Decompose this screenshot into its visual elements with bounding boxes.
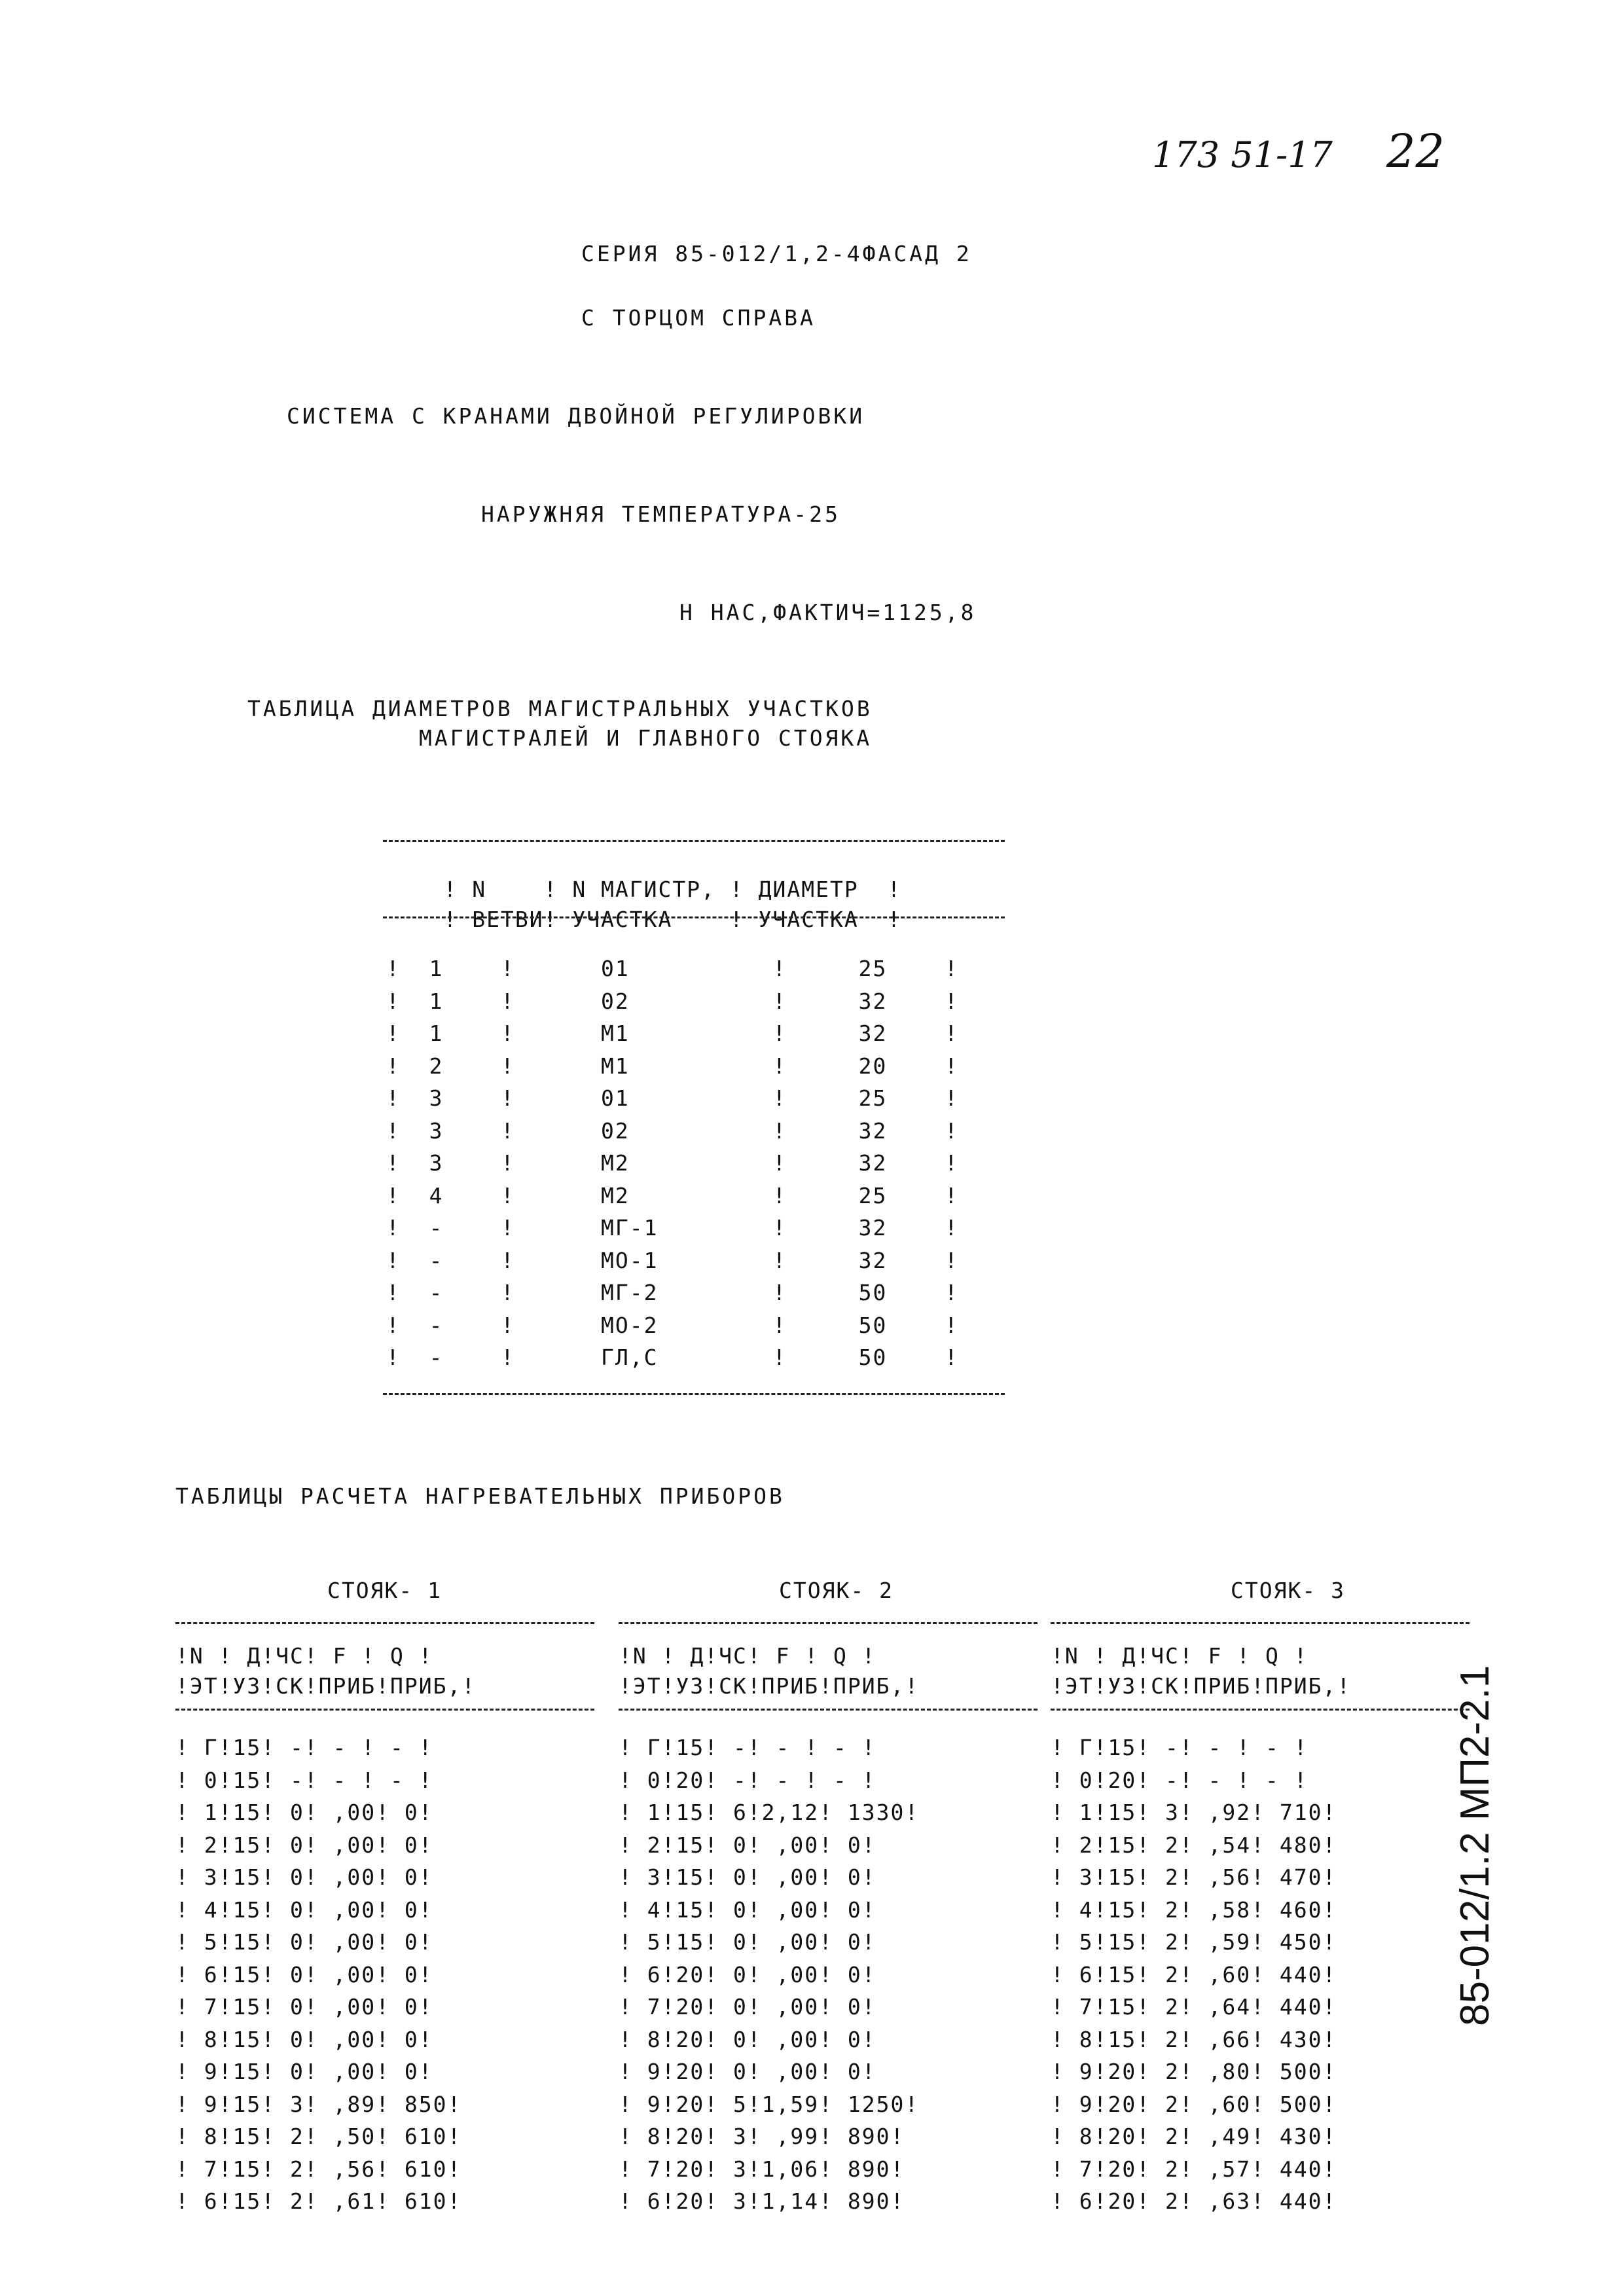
riser-table-row: ! 7!20! 2! ,57! 440!: [1051, 2156, 1337, 2182]
diameter-table-row: ! 1 ! 02 ! 32 !: [386, 988, 959, 1014]
diameter-cell: 20: [858, 1053, 888, 1079]
diameter-table-row: ! - ! МО-2 ! 50 !: [386, 1312, 959, 1338]
riser-table-row: ! 8!20! 0! ,00! 0!: [619, 2026, 876, 2052]
diameter-cell: 32: [858, 1247, 888, 1273]
diameter-table-row: ! 4 ! М2 ! 25 !: [386, 1182, 959, 1208]
diameter-table-row: ! 3 ! 01 ! 25 !: [386, 1085, 959, 1111]
col-diameter-header: ДИАМЕТР: [758, 877, 859, 902]
riser-table-row: ! 2!15! 2! ,54! 480!: [1051, 1832, 1337, 1858]
riser-table-row: ! 7!15! 2! ,64! 440!: [1051, 1994, 1337, 2020]
riser-table-row: ! 9!20! 2! ,80! 500!: [1051, 2059, 1337, 2084]
section-cell: МГ-1: [601, 1215, 687, 1241]
diameter-cell: 32: [858, 988, 888, 1014]
riser-title: СТОЯК- 3: [1231, 1578, 1345, 1603]
riser-table-row: ! 3!15! 2! ,56! 470!: [1051, 1864, 1337, 1890]
diameter-table-row: ! - ! МГ-1 ! 32 !: [386, 1215, 959, 1241]
riser-table-row: ! 2!15! 0! ,00! 0!: [619, 1832, 876, 1858]
riser-table-row: ! 6!15! 2! ,61! 610!: [175, 2188, 462, 2214]
riser-table-row: ! 2!15! 0! ,00! 0!: [175, 1832, 433, 1858]
riser-header-row-1: !N ! Д!ЧС! F ! Q !: [175, 1643, 433, 1669]
riser-table-row: ! 7!15! 2! ,56! 610!: [175, 2156, 462, 2182]
riser-table-row: ! 0!20! -! - ! - !: [619, 1767, 876, 1793]
outdoor-temperature: НАРУЖНЯЯ ТЕМПЕРАТУРА-25: [481, 501, 840, 527]
branch-cell: 1: [429, 1021, 501, 1046]
diameter-table-subtitle: МАГИСТРАЛЕЙ И ГЛАВНОГО СТОЯКА: [419, 725, 873, 751]
branch-cell: 1: [429, 988, 501, 1014]
riser-table-row: ! Г!15! -! - ! - !: [619, 1735, 876, 1760]
branch-cell: 4: [429, 1182, 501, 1208]
section-cell: М2: [601, 1150, 687, 1176]
diameter-table-row: ! 2 ! М1 ! 20 !: [386, 1053, 959, 1079]
section-cell: МО-1: [601, 1247, 687, 1273]
diameter-cell: 25: [858, 956, 888, 981]
riser-header-row-1: !N ! Д!ЧС! F ! Q !: [1051, 1643, 1308, 1669]
col-section-header-2: УЧАСТКА: [572, 907, 673, 932]
branch-cell: -: [429, 1247, 501, 1273]
branch-cell: 3: [429, 1117, 501, 1144]
riser-table-row: ! 7!20! 3!1,06! 890!: [619, 2156, 905, 2182]
calc-tables-title: ТАБЛИЦЫ РАСЧЕТА НАГРЕВАТЕЛЬНЫХ ПРИБОРОВ: [175, 1483, 785, 1509]
riser-table-row: ! 8!15! 0! ,00! 0!: [175, 2026, 433, 2052]
section-cell: 02: [601, 1117, 687, 1144]
riser-table-row: ! 4!15! 2! ,58! 460!: [1051, 1896, 1337, 1923]
riser-header-row-1: !N ! Д!ЧС! F ! Q !: [619, 1643, 876, 1669]
riser-table-row: ! 6!20! 2! ,63! 440!: [1051, 2188, 1337, 2214]
riser-table-row: ! 0!15! -! - ! - !: [175, 1767, 433, 1793]
subtitle: С ТОРЦОМ СПРАВА: [581, 305, 816, 331]
document-number: 173 51-17: [1152, 134, 1333, 175]
riser-table-row: ! 6!15! 2! ,60! 440!: [1051, 1961, 1337, 1987]
riser-table-row: ! 0!20! -! - ! - !: [1051, 1767, 1308, 1793]
riser-table-row: ! 6!20! 0! ,00! 0!: [619, 1961, 876, 1987]
h-actual: Н НАС,ФАКТИЧ=1125,8: [679, 600, 977, 625]
riser-table-row: ! 8!15! 2! ,66! 430!: [1051, 2026, 1337, 2052]
branch-cell: -: [429, 1345, 501, 1370]
riser-table-row: ! 3!15! 0! ,00! 0!: [619, 1864, 876, 1890]
riser-table-row: ! 9!20! 0! ,00! 0!: [619, 2059, 876, 2084]
section-cell: М1: [601, 1053, 687, 1079]
riser-table-row: ! Г!15! -! - ! - !: [1051, 1735, 1308, 1760]
riser-header-row-2: !ЭТ!УЗ!СК!ПРИБ!ПРИБ,!: [1051, 1673, 1352, 1699]
diameter-cell: 32: [858, 1117, 888, 1144]
branch-cell: 1: [429, 956, 501, 981]
side-stamp: 85-012/1.2 МП2-2.1: [1453, 1665, 1498, 2026]
page-number: 22: [1386, 124, 1445, 178]
system-title: СИСТЕМА С КРАНАМИ ДВОЙНОЙ РЕГУЛИРОВКИ: [287, 403, 865, 429]
riser-table-row: ! 9!15! 0! ,00! 0!: [175, 2059, 433, 2084]
riser-table-row: ! 7!15! 0! ,00! 0!: [175, 1994, 433, 2020]
riser-table-row: ! 7!20! 0! ,00! 0!: [619, 1994, 876, 2020]
riser-table-row: ! 6!15! 0! ,00! 0!: [175, 1961, 433, 1987]
riser-title: СТОЯК- 2: [779, 1578, 893, 1603]
riser-table-row: ! 5!15! 0! ,00! 0!: [175, 1929, 433, 1955]
col-diameter-header-2: УЧАСТКА: [758, 907, 859, 932]
diameter-cell: 32: [858, 1021, 888, 1046]
col-branch-header-2: ВЕТВИ: [472, 907, 544, 932]
section-cell: МО-2: [601, 1312, 687, 1338]
riser-table-row: ! 4!15! 0! ,00! 0!: [175, 1896, 433, 1923]
diameter-cell: 25: [858, 1182, 888, 1208]
section-cell: МГ-2: [601, 1280, 687, 1305]
diameter-cell: 32: [858, 1215, 888, 1241]
riser-table-row: ! 8!20! 3! ,99! 890!: [619, 2124, 905, 2149]
section-cell: ГЛ,С: [601, 1345, 687, 1370]
diam-header-row-2: ! ВЕТВИ! УЧАСТКА ! УЧАСТКА !: [443, 907, 902, 932]
riser-table-row: ! 1!15! 0! ,00! 0!: [175, 1800, 433, 1825]
diameter-cell: 50: [858, 1312, 888, 1338]
diameter-table-row: ! 3 ! М2 ! 32 !: [386, 1150, 959, 1176]
diameter-cell: 50: [858, 1345, 888, 1370]
diameter-table-row: ! - ! МО-1 ! 32 !: [386, 1247, 959, 1273]
riser-header-row-2: !ЭТ!УЗ!СК!ПРИБ!ПРИБ,!: [619, 1673, 920, 1699]
riser-header-row-2: !ЭТ!УЗ!СК!ПРИБ!ПРИБ,!: [175, 1673, 477, 1699]
diam-header-row-1: ! N ! N МАГИСТР, ! ДИАМЕТР !: [443, 877, 902, 902]
riser-table-row: ! Г!15! -! - ! - !: [175, 1735, 433, 1760]
diameter-table-row: ! - ! МГ-2 ! 50 !: [386, 1280, 959, 1305]
riser-table-row: ! 5!15! 0! ,00! 0!: [619, 1929, 876, 1955]
riser-table-row: ! 5!15! 2! ,59! 450!: [1051, 1929, 1337, 1955]
diameter-cell: 32: [858, 1150, 888, 1176]
col-branch-header: N: [472, 877, 487, 902]
riser-table-row: ! 9!20! 5!1,59! 1250!: [619, 2091, 920, 2117]
riser-table-row: ! 8!15! 2! ,50! 610!: [175, 2124, 462, 2149]
diameter-table-row: ! 3 ! 02 ! 32 !: [386, 1117, 959, 1144]
branch-cell: 3: [429, 1085, 501, 1111]
riser-table-row: ! 9!20! 2! ,60! 500!: [1051, 2091, 1337, 2117]
riser-table-row: ! 8!20! 2! ,49! 430!: [1051, 2124, 1337, 2149]
diameter-table-title: ТАБЛИЦА ДИАМЕТРОВ МАГИСТРАЛЬНЫХ УЧАСТКОВ: [247, 696, 873, 721]
diameter-table-row: ! - ! ГЛ,С ! 50 !: [386, 1345, 959, 1370]
diameter-cell: 50: [858, 1280, 888, 1305]
section-cell: М2: [601, 1182, 687, 1208]
diameter-table-row: ! 1 ! 01 ! 25 !: [386, 956, 959, 981]
riser-table-row: ! 9!15! 3! ,89! 850!: [175, 2091, 462, 2117]
branch-cell: -: [429, 1215, 501, 1241]
section-cell: 01: [601, 1085, 687, 1111]
riser-title: СТОЯК- 1: [327, 1578, 442, 1603]
riser-table-row: ! 1!15! 6!2,12! 1330!: [619, 1800, 920, 1825]
diameter-cell: 25: [858, 1085, 888, 1111]
section-cell: 02: [601, 988, 687, 1014]
riser-table-row: ! 6!20! 3!1,14! 890!: [619, 2188, 905, 2214]
section-cell: 01: [601, 956, 687, 981]
branch-cell: -: [429, 1312, 501, 1338]
series-title: СЕРИЯ 85-012/1,2-4ФАСАД 2: [581, 241, 972, 266]
riser-table-row: ! 1!15! 3! ,92! 710!: [1051, 1800, 1337, 1825]
branch-cell: 2: [429, 1053, 501, 1079]
riser-table-row: ! 4!15! 0! ,00! 0!: [619, 1896, 876, 1923]
branch-cell: -: [429, 1280, 501, 1305]
diameter-table-row: ! 1 ! М1 ! 32 !: [386, 1021, 959, 1046]
section-cell: М1: [601, 1021, 687, 1046]
col-section-header: N МАГИСТР,: [572, 877, 716, 902]
riser-table-row: ! 3!15! 0! ,00! 0!: [175, 1864, 433, 1890]
branch-cell: 3: [429, 1150, 501, 1176]
